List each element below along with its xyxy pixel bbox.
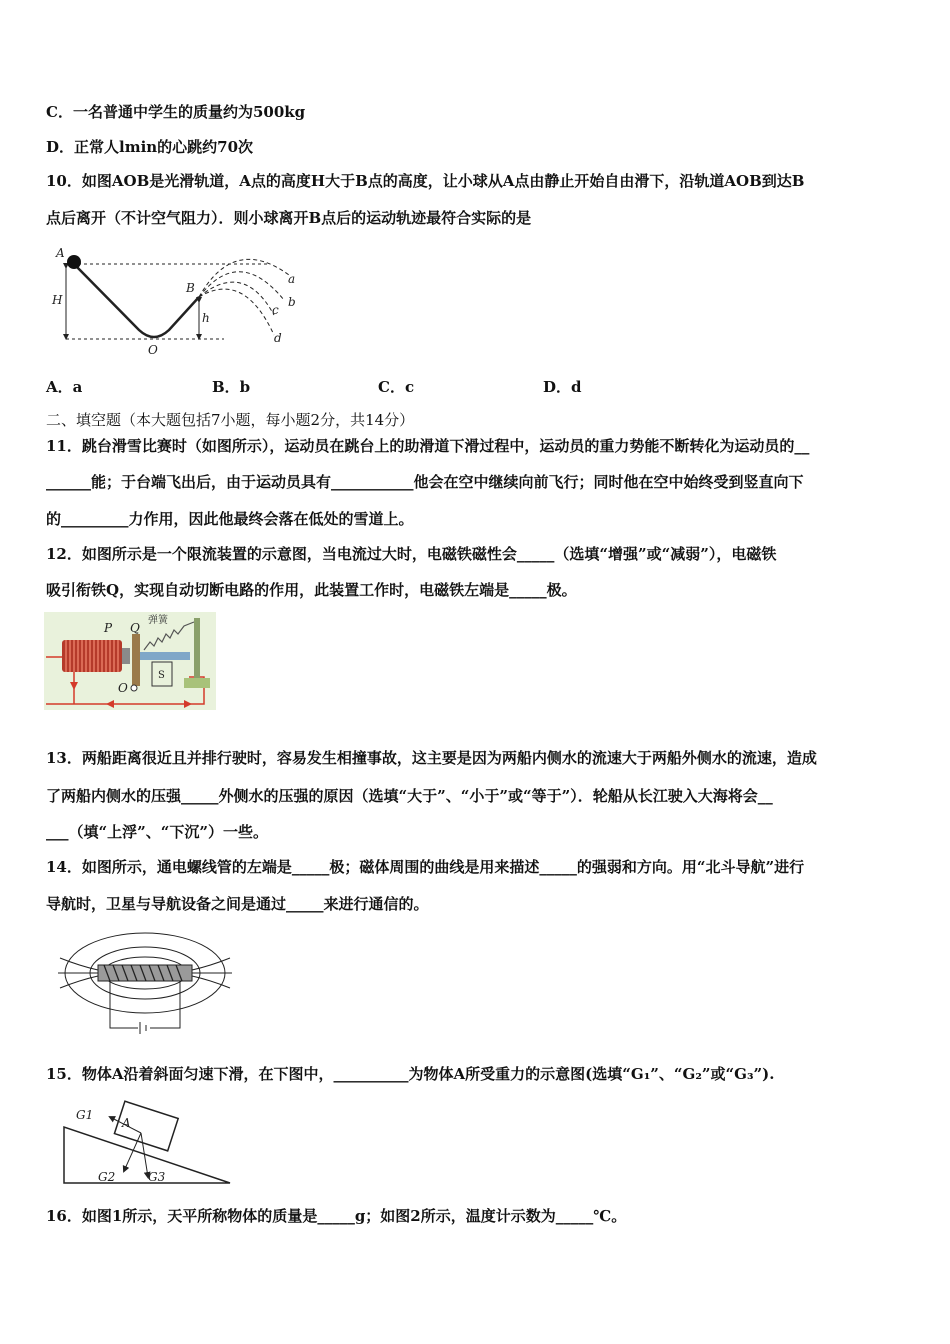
q15-text-line1: 15．物体A沿着斜面匀速下滑，在下图中，__________为物体A所受重力的示意图(选填“G₁”、“G₂”或“G₃”). <box>46 1065 775 1083</box>
q9-option-d: D．正常人lmin的心跳约70次 <box>46 138 254 156</box>
q14-text-line2: 导航时，卫星与导航设备之间是通过_____来进行通信的。 <box>46 895 429 913</box>
q9-option-c: C．一名普通中学生的质量约为500kg <box>46 103 306 121</box>
q10-option-a: A．a <box>46 378 83 396</box>
label-Q: Q <box>130 621 140 635</box>
label-O: O <box>148 343 158 357</box>
q11-text-line3: 的_________力作用，因此他最终会落在低处的雪道上。 <box>46 510 414 528</box>
q11-text-line2: ______能；于台端飞出后，由于运动员具有___________他会在空中继续向前飞行；同时他在空中始终受到竖直向下 <box>46 473 804 491</box>
section-title: 二、填空题（本大题包括7小题，每小题2分，共14分） <box>46 411 415 429</box>
label-B: B <box>186 281 195 295</box>
trajectory-d <box>199 289 274 335</box>
q10-option-d: D．d <box>543 378 582 396</box>
q16-text-line1: 16．如图1所示，天平所称物体的质量是_____g；如图2所示，温度计示数为_____℃。 <box>46 1207 627 1225</box>
label-spring: 弹簧 <box>148 615 168 626</box>
label-P: P <box>104 621 113 635</box>
label-a: a <box>288 272 296 286</box>
q10-option-b: B．b <box>212 378 251 396</box>
ball <box>67 255 81 269</box>
q15-incline-figure <box>56 1097 236 1189</box>
label-A: A <box>122 1116 131 1130</box>
q14-text-line1: 14．如图所示，通电螺线管的左端是_____极；磁体周围的曲线是用来描述_____的强弱和方向。用“北斗导航”进行 <box>46 858 805 876</box>
label-S: S <box>158 670 165 681</box>
label-b: b <box>288 295 296 309</box>
label-h: h <box>202 311 210 325</box>
trajectory-b <box>199 272 284 300</box>
q13-text-line2: 了两船内侧水的压强_____外侧水的压强的原因（选填“大于”、“小于”或“等于”）．轮船从长江驶入大海将会__ <box>46 787 773 805</box>
q10-track-figure <box>44 240 314 360</box>
q12-current-limiter-figure <box>44 612 216 710</box>
q12-text-line1: 12．如图所示是一个限流装置的示意图，当电流过大时，电磁铁磁性会_____（选填“增强”或“减弱”），电磁铁 <box>46 545 777 563</box>
q10-option-c: C．c <box>378 378 415 396</box>
q13-text-line3: ___（填“上浮”、“下沉”）一些。 <box>46 823 269 841</box>
label-G2: G2 <box>98 1170 116 1184</box>
q14-solenoid-figure <box>50 928 240 1038</box>
q10-text-line2: 点后离开（不计空气阻力）．则小球离开B点后的运动轨迹最符合实际的是 <box>46 209 532 227</box>
q11-text-line1: 11．跳台滑雪比赛时（如图所示），运动员在跳台上的助滑道下滑过程中，运动员的重力势能不断转化为运动员的__ <box>46 437 810 455</box>
trajectory-c <box>199 282 274 315</box>
label-G1: G1 <box>76 1108 94 1122</box>
label-d: d <box>274 331 282 345</box>
q10-text-line1: 10．如图AOB是光滑轨道，A点的高度H大于B点的高度，让小球从A点由静止开始自由滑下，沿轨道AOB到达B <box>46 172 805 190</box>
label-c: c <box>272 303 279 317</box>
label-A: A <box>56 246 65 260</box>
label-G3: G3 <box>148 1170 166 1184</box>
label-O: O <box>118 681 128 695</box>
label-H: H <box>52 293 63 307</box>
q12-text-line2: 吸引衔铁Q，实现自动切断电路的作用，此装置工作时，电磁铁左端是_____极。 <box>46 581 577 599</box>
q13-text-line1: 13．两船距离很近且并排行驶时，容易发生相撞事故，这主要是因为两船内侧水的流速大于两船外侧水的流速，造成 <box>46 749 817 767</box>
